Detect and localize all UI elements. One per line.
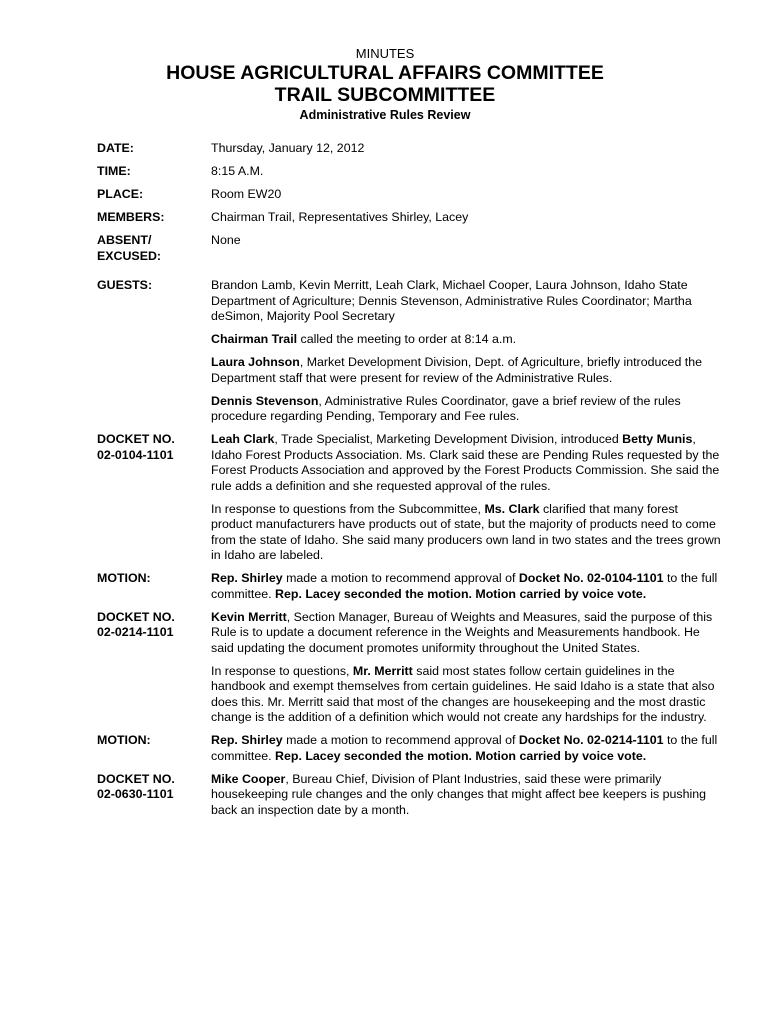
- docket-label-1: DOCKET NO. 02-0104-1101: [97, 432, 175, 462]
- minutes-body: [97, 141, 722, 826]
- merritt-paragraph: [211, 610, 722, 657]
- time-value: 8:15 A.M.: [211, 164, 264, 178]
- time-label: TIME:: [97, 164, 131, 178]
- place-row: [97, 187, 722, 203]
- motion-content-2: [211, 733, 722, 764]
- motion-2-text-1: made a motion to recommend approval of: [282, 733, 519, 747]
- ms-clark-name: Ms. Clark: [484, 501, 540, 516]
- opening-row: [97, 332, 722, 425]
- clark-response-paragraph: [211, 502, 722, 564]
- motion-1-result: Rep. Lacey seconded the motion. Motion carried by voice vote.: [275, 586, 647, 601]
- docket-row-1: [97, 432, 722, 564]
- cooper-text: , Bureau Chief, Division of Plant Industries, said these were primarily housekeeping rule changes and the only changes that might affect bee keepers is pushing back an inspection date by a month.: [211, 771, 707, 817]
- johnson-paragraph: [211, 355, 722, 386]
- absent-label: ABSENT/ EXCUSED:: [97, 233, 162, 263]
- call-to-order-text: called the meeting to order at 8:14 a.m.: [297, 332, 517, 346]
- johnson-text: , Market Development Division, Dept. of Agriculture, briefly introduced the Department staff that were present for review of the Administrative Rules.: [211, 355, 703, 385]
- merritt-text: , Section Manager, Bureau of Weights and Measures, said the purpose of this Rule is to update a document reference in the Weights and Measurements handbook. He said updating the document promotes uniformity throughout the United States.: [211, 609, 713, 655]
- review-subtitle: Administrative Rules Review: [299, 108, 471, 122]
- motion-content-1: [211, 571, 722, 602]
- munis-name: Betty Munis: [622, 432, 693, 446]
- stevenson-paragraph: [211, 394, 722, 425]
- motion-label-2: MOTION:: [97, 733, 151, 747]
- stevenson-name: Dennis Stevenson: [211, 393, 319, 408]
- motion-1-docket: Docket No. 02-0104-1101: [518, 571, 664, 585]
- date-value: Thursday, January 12, 2012: [211, 141, 365, 155]
- merritt-response-text-1: In response to questions,: [211, 663, 353, 678]
- clark-name: Leah Clark: [211, 432, 275, 446]
- docket-content-1: [211, 432, 722, 564]
- motion-2-docket: Docket No. 02-0214-1101: [518, 733, 664, 747]
- merritt-name: Kevin Merritt: [211, 609, 287, 624]
- motion-1-text-2: to the full committee.: [211, 571, 718, 601]
- absent-row: [97, 233, 722, 264]
- committee-title: HOUSE AGRICULTURAL AFFAIRS COMMITTEE: [166, 62, 604, 84]
- docket-content-2: [211, 610, 722, 726]
- opening-content: [211, 332, 722, 425]
- cooper-name: Mike Cooper: [211, 771, 286, 786]
- date-label: DATE:: [97, 141, 134, 155]
- members-label: MEMBERS:: [97, 210, 165, 224]
- document-header: [0, 46, 770, 124]
- motion-label-1: MOTION:: [97, 571, 151, 585]
- motion-2-result: Rep. Lacey seconded the motion. Motion carried by voice vote.: [275, 748, 647, 763]
- members-value: Chairman Trail, Representatives Shirley, Lacey: [211, 210, 469, 224]
- subcommittee-title: TRAIL SUBCOMMITTEE: [274, 84, 496, 106]
- motion-1-mover: Rep. Shirley: [211, 571, 283, 585]
- stevenson-text: , Administrative Rules Coordinator, gave a brief review of the rules procedure regarding Pending, Temporary and Fee rules.: [211, 393, 681, 423]
- guests-label: GUESTS:: [97, 278, 153, 292]
- docket-label-2: DOCKET NO. 02-0214-1101: [97, 609, 175, 639]
- docket-row-3: [97, 772, 722, 819]
- place-value: Room EW20: [211, 187, 282, 201]
- motion-2-mover: Rep. Shirley: [211, 733, 283, 747]
- clark-paragraph: [211, 432, 722, 494]
- johnson-name: Laura Johnson: [211, 355, 300, 369]
- docket-row-2: [97, 610, 722, 726]
- motion-row-1: [97, 571, 722, 602]
- motion-2-text-2: to the full committee.: [211, 733, 718, 763]
- merritt-response-text-2: said most states follow certain guidelines in the handbook and exempt themselves from certain guidelines. He said Idaho is a state that also does this. Mr. Merritt said that most of the changes are housekeeping and the most drastic change is the addition of a definition which would not create any hardships for the industry.: [211, 663, 715, 724]
- chairman-name: Chairman Trail: [211, 332, 298, 346]
- call-to-order-paragraph: [211, 332, 722, 348]
- merritt-response-paragraph: [211, 664, 722, 726]
- cooper-paragraph: [211, 772, 722, 819]
- guests-row: [97, 278, 722, 325]
- members-row: [97, 210, 722, 226]
- date-row: [97, 141, 722, 157]
- absent-value: None: [211, 233, 241, 247]
- clark-response-text-2: clarified that many forest product manufacturers have products out of state, but the majority of products need to come from the state of Idaho. She said many producers own land in two states and the trees grown in Idaho are labeled.: [211, 501, 721, 562]
- docket-label-3: DOCKET NO. 02-0630-1101: [97, 771, 175, 801]
- clark-text-1: , Trade Specialist, Marketing Development Division, introduced: [274, 432, 623, 446]
- clark-text-2: , Idaho Forest Products Association. Ms. Clark said these are Pending Rules requested by the Forest Products Association and approved by the Forest Products Commission. She said the rule adds a definition and she requested approval of the rules.: [211, 432, 720, 493]
- opening-label-empty: [97, 332, 211, 425]
- time-row: [97, 164, 722, 180]
- guests-value: Brandon Lamb, Kevin Merritt, Leah Clark, Michael Cooper, Laura Johnson, Idaho State Department of Agriculture; Dennis Stevenson, Administrative Rules Coordinator; Martha deSimon, Majority Pool Secretary: [211, 278, 692, 323]
- motion-1-text-1: made a motion to recommend approval of: [282, 571, 519, 585]
- place-label: PLACE:: [97, 187, 144, 201]
- motion-row-2: [97, 733, 722, 764]
- mr-merritt-name: Mr. Merritt: [352, 663, 413, 678]
- clark-response-text-1: In response to questions from the Subcommittee,: [211, 501, 485, 516]
- docket-content-3: [211, 772, 722, 819]
- minutes-heading: MINUTES: [355, 46, 415, 61]
